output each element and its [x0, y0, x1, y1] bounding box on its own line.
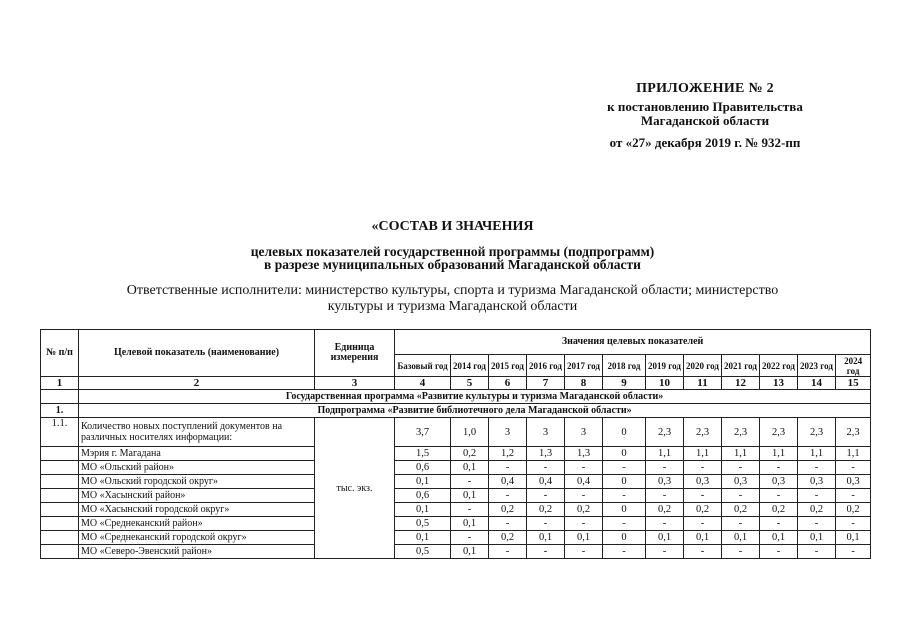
header-values: Значения целевых показателей [395, 330, 871, 355]
value-cell: 0,1 [722, 531, 760, 545]
indicator-name: МО «Северо-Эвенский район» [79, 545, 315, 559]
row-number [41, 461, 79, 475]
value-cell: - [565, 461, 603, 475]
column-number: 14 [798, 377, 836, 390]
value-cell: - [684, 461, 722, 475]
value-cell: - [451, 531, 489, 545]
value-cell: - [603, 461, 646, 475]
value-cell: 0,1 [684, 531, 722, 545]
column-numbers-row [41, 377, 871, 390]
value-cell: 0,1 [451, 461, 489, 475]
table-row [41, 503, 871, 517]
row-number [41, 517, 79, 531]
value-cell: - [451, 503, 489, 517]
table-row [41, 475, 871, 489]
program-title: Государственная программа «Развитие культуры и туризма Магаданской области» [79, 390, 871, 404]
value-cell: 0,2 [451, 447, 489, 461]
value-cell: 1,3 [527, 447, 565, 461]
value-cell: 1,1 [646, 447, 684, 461]
value-cell: 0 [603, 475, 646, 489]
value-cell: - [527, 517, 565, 531]
header-indicator: Целевой показатель (наименование) [79, 330, 315, 377]
value-cell: - [527, 489, 565, 503]
value-cell: 1,2 [489, 447, 527, 461]
year-header: 2019 год [646, 355, 684, 377]
value-cell: - [684, 489, 722, 503]
table-row [41, 531, 871, 545]
value-cell: 0,1 [395, 503, 451, 517]
year-header: 2020 год [684, 355, 722, 377]
year-header: 2014 год [451, 355, 489, 377]
value-cell: 0,1 [451, 489, 489, 503]
year-header: 2016 год [527, 355, 565, 377]
value-cell: - [527, 461, 565, 475]
table-row [41, 447, 871, 461]
value-cell: 1,1 [684, 447, 722, 461]
value-cell: 0,1 [760, 531, 798, 545]
resolution-date: от «27» декабря 2019 г. № 932-пп [609, 135, 801, 150]
value-cell: - [565, 489, 603, 503]
value-cell: - [646, 517, 684, 531]
column-number: 11 [684, 377, 722, 390]
value-cell: 0,6 [395, 461, 451, 475]
responsible-line-2: культуры и туризма Магаданской области [327, 299, 578, 314]
value-cell: 0,2 [646, 503, 684, 517]
indicator-name: МО «Ольский городской округ» [79, 475, 315, 489]
year-header: 2017 год [565, 355, 603, 377]
indicator-name: МО «Ольский район» [79, 461, 315, 475]
document-subtitle-1: целевых показателей государственной программы (подпрограмм) [250, 244, 655, 259]
indicator-name: Количество новых поступлений документов на различных носителях информации: [79, 418, 315, 447]
year-header: 2023 год [798, 355, 836, 377]
column-number: 13 [760, 377, 798, 390]
value-cell: - [836, 545, 871, 559]
value-cell: 3 [527, 418, 565, 447]
year-header: 2021 год [722, 355, 760, 377]
value-cell: 1,0 [451, 418, 489, 447]
value-cell: 0,2 [760, 503, 798, 517]
column-number: 15 [836, 377, 871, 390]
value-cell: - [451, 475, 489, 489]
value-cell: 2,3 [722, 418, 760, 447]
column-number: 2 [79, 377, 315, 390]
value-cell: - [489, 489, 527, 503]
value-cell: - [760, 489, 798, 503]
year-header: 2015 год [489, 355, 527, 377]
value-cell: 1,3 [565, 447, 603, 461]
subprogram-row [41, 404, 871, 418]
value-cell: - [836, 461, 871, 475]
value-cell: - [489, 545, 527, 559]
value-cell: 2,3 [646, 418, 684, 447]
value-cell: 0,3 [836, 475, 871, 489]
value-cell: 0 [603, 531, 646, 545]
row-number [41, 503, 79, 517]
value-cell: 0,2 [489, 531, 527, 545]
value-cell: 0,3 [684, 475, 722, 489]
value-cell: 0,5 [395, 545, 451, 559]
value-cell: - [722, 461, 760, 475]
value-cell: - [798, 489, 836, 503]
value-cell: - [603, 545, 646, 559]
value-cell: 0,1 [395, 531, 451, 545]
table-row [41, 517, 871, 531]
indicator-name: МО «Хасынский район» [79, 489, 315, 503]
appendix-title: ПРИЛОЖЕНИЕ № 2 [636, 81, 774, 96]
value-cell: - [646, 545, 684, 559]
header-no: № п/п [41, 330, 79, 377]
value-cell: 2,3 [760, 418, 798, 447]
value-cell: 0 [603, 503, 646, 517]
table-row [41, 489, 871, 503]
value-cell: - [646, 489, 684, 503]
value-cell: 3,7 [395, 418, 451, 447]
column-number: 10 [646, 377, 684, 390]
value-cell: - [489, 461, 527, 475]
value-cell: - [527, 545, 565, 559]
value-cell: 0,5 [395, 517, 451, 531]
value-cell: 3 [565, 418, 603, 447]
value-cell: 1,1 [760, 447, 798, 461]
value-cell: - [722, 545, 760, 559]
value-cell: - [836, 517, 871, 531]
value-cell: 0,1 [527, 531, 565, 545]
value-cell: 0 [603, 418, 646, 447]
value-cell: 0,3 [722, 475, 760, 489]
row-number [41, 545, 79, 559]
row-number [41, 531, 79, 545]
year-header: 2022 год [760, 355, 798, 377]
value-cell: - [798, 517, 836, 531]
value-cell: - [760, 461, 798, 475]
value-cell: 0,2 [565, 503, 603, 517]
table-row [41, 461, 871, 475]
value-cell: 0,1 [451, 545, 489, 559]
value-cell: 0,1 [565, 531, 603, 545]
year-header: Базовый год [395, 355, 451, 377]
header-unit: Единица измерения [315, 330, 395, 377]
value-cell: 0,2 [489, 503, 527, 517]
column-number: 8 [565, 377, 603, 390]
value-cell: 0,1 [798, 531, 836, 545]
value-cell: 2,3 [836, 418, 871, 447]
value-cell: 2,3 [798, 418, 836, 447]
value-cell: 0,2 [684, 503, 722, 517]
column-number: 4 [395, 377, 451, 390]
value-cell: 1,5 [395, 447, 451, 461]
value-cell: - [722, 517, 760, 531]
column-number: 1 [41, 377, 79, 390]
value-cell: 0,2 [527, 503, 565, 517]
value-cell: - [836, 489, 871, 503]
value-cell: 2,3 [684, 418, 722, 447]
year-header: 2018 год [603, 355, 646, 377]
document-subtitle-2: в разрезе муниципальных образований Магаданской области [264, 257, 641, 272]
value-cell: - [603, 489, 646, 503]
row-number [41, 475, 79, 489]
value-cell: - [565, 517, 603, 531]
column-number: 5 [451, 377, 489, 390]
table-row [41, 545, 871, 559]
value-cell: 0,2 [836, 503, 871, 517]
value-cell: 3 [489, 418, 527, 447]
resolution-line-2: Магаданской области [640, 113, 770, 128]
value-cell: - [684, 517, 722, 531]
value-cell: 0,1 [395, 475, 451, 489]
value-cell: 0,4 [527, 475, 565, 489]
value-cell: - [760, 517, 798, 531]
value-cell: 0,2 [722, 503, 760, 517]
indicator-name: МО «Хасынский городской округ» [79, 503, 315, 517]
value-cell: - [722, 489, 760, 503]
indicator-name: Мэрия г. Магадана [79, 447, 315, 461]
indicator-name: МО «Среднеканский городской округ» [79, 531, 315, 545]
value-cell: - [798, 461, 836, 475]
column-number: 6 [489, 377, 527, 390]
value-cell: 0,4 [489, 475, 527, 489]
document-title: «СОСТАВ И ЗНАЧЕНИЯ [371, 219, 534, 234]
value-cell: 0,4 [565, 475, 603, 489]
value-cell: - [565, 545, 603, 559]
indicators-table [40, 329, 871, 559]
column-number: 7 [527, 377, 565, 390]
value-cell: 0 [603, 447, 646, 461]
value-cell: 1,1 [836, 447, 871, 461]
value-cell: - [603, 517, 646, 531]
value-cell: - [684, 545, 722, 559]
table-header [41, 330, 871, 390]
value-cell: 0,3 [646, 475, 684, 489]
value-cell: - [489, 517, 527, 531]
row-number: 1.1. [41, 418, 79, 447]
value-cell: 0,1 [836, 531, 871, 545]
subprogram-title: Подпрограмма «Развитие библиотечного дела Магаданской области» [79, 404, 871, 418]
value-cell: 0,6 [395, 489, 451, 503]
value-cell: 0,1 [451, 517, 489, 531]
value-cell: - [760, 545, 798, 559]
value-cell: - [646, 461, 684, 475]
indicator-name: МО «Среднеканский район» [79, 517, 315, 531]
row-number [41, 489, 79, 503]
value-cell: 0,2 [798, 503, 836, 517]
value-cell: 0,3 [760, 475, 798, 489]
table-row [41, 418, 871, 447]
value-cell: 1,1 [722, 447, 760, 461]
value-cell: 0,1 [646, 531, 684, 545]
value-cell: 1,1 [798, 447, 836, 461]
program-row [41, 390, 871, 404]
resolution-line-1: к постановлению Правительства [607, 99, 803, 114]
responsible-line-1: Ответственные исполнители: министерство культуры, спорта и туризма Магаданской области; министерство [126, 283, 779, 298]
value-cell: - [798, 545, 836, 559]
subprogram-number: 1. [41, 404, 79, 418]
column-number: 12 [722, 377, 760, 390]
column-number: 3 [315, 377, 395, 390]
column-number: 9 [603, 377, 646, 390]
year-header: 2024 год [836, 355, 871, 377]
unit-cell: тыс. экз. [315, 418, 395, 559]
value-cell: 0,3 [798, 475, 836, 489]
row-number [41, 447, 79, 461]
